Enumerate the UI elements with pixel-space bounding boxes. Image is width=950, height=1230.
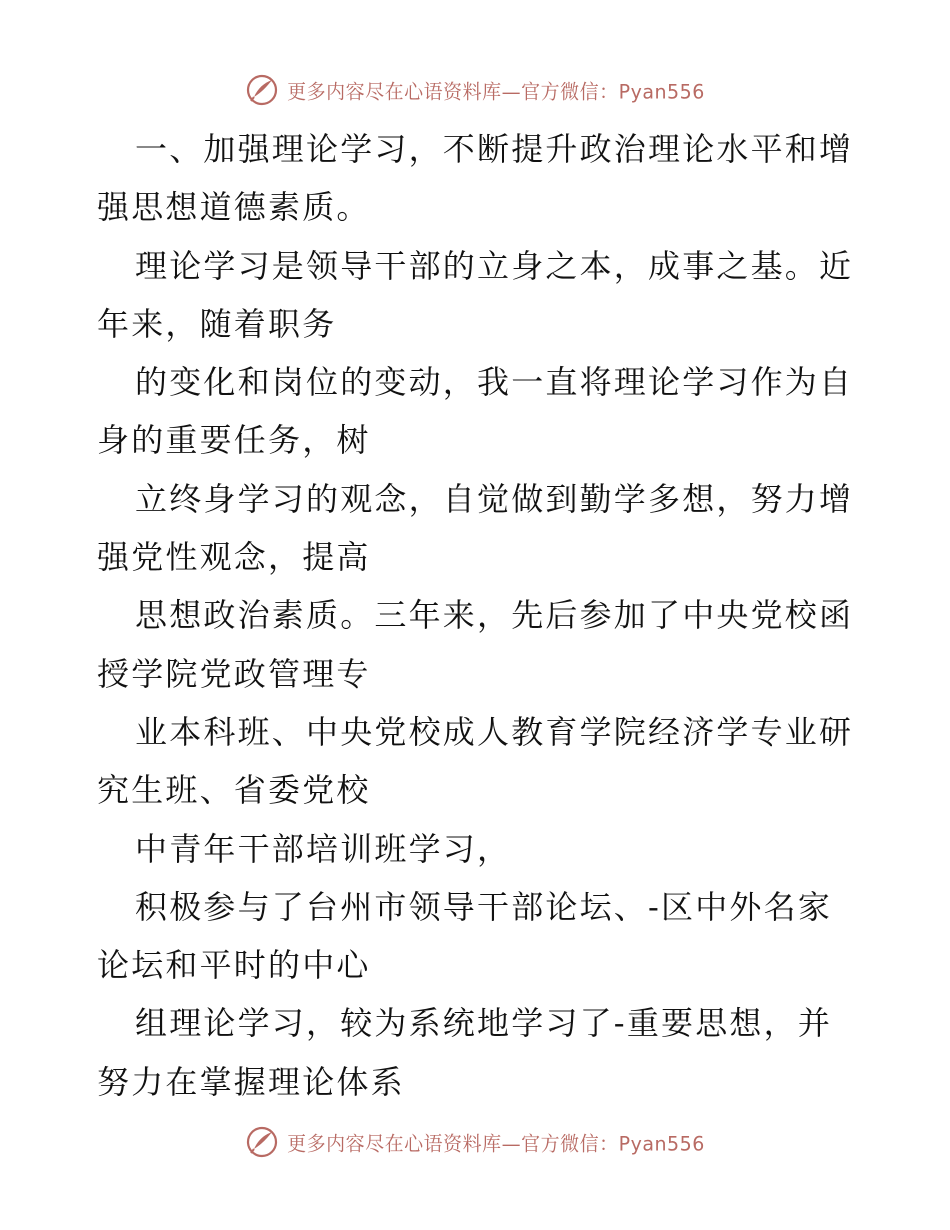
text-line: 身的重要任务，树 [97,421,371,460]
watermark-text: 更多内容尽在心语资料库—官方微信：Pyan556 [287,1132,705,1156]
feather-logo-icon [245,1125,279,1159]
text-line: 年来，随着职务 [97,304,337,343]
text-line: 的变化和岗位的变动，我一直将理论学习作为自 [135,363,854,402]
text-line: 积极参与了台州市领导干部论坛、-区中外名家 [135,887,833,926]
text-line: 授学院党政管理专 [97,654,371,693]
text-line: 思想政治素质。三年来，先后参加了中央党校函 [135,596,854,635]
text-line: 组理论学习，较为系统地学习了-重要思想，并 [135,1004,833,1043]
text-line: 强思想道德素质。 [97,188,371,227]
text-line: 论坛和平时的中心 [97,946,371,985]
page-header-watermark [0,70,950,110]
text-line: 理论学习是领导干部的立身之本，成事之基。近 [135,246,854,285]
text-line: 立终身学习的观念，自觉做到勤学多想，努力增 [135,479,854,518]
text-line: 究生班、省委党校 [97,771,371,810]
text-line: 强党性观念，提高 [97,538,371,577]
text-line: 中青年干部培训班学习， [135,829,512,868]
watermark-text: 更多内容尽在心语资料库—官方微信：Pyan556 [287,80,705,104]
page-footer-watermark [0,1122,950,1162]
text-line: 业本科班、中央党校成人教育学院经济学专业研 [135,712,854,751]
document-body [97,120,857,1111]
text-line: 一、加强理论学习，不断提升政治理论水平和增 [135,130,854,168]
text-line: 努力在掌握理论体系 [97,1062,405,1101]
feather-logo-icon [245,73,279,107]
